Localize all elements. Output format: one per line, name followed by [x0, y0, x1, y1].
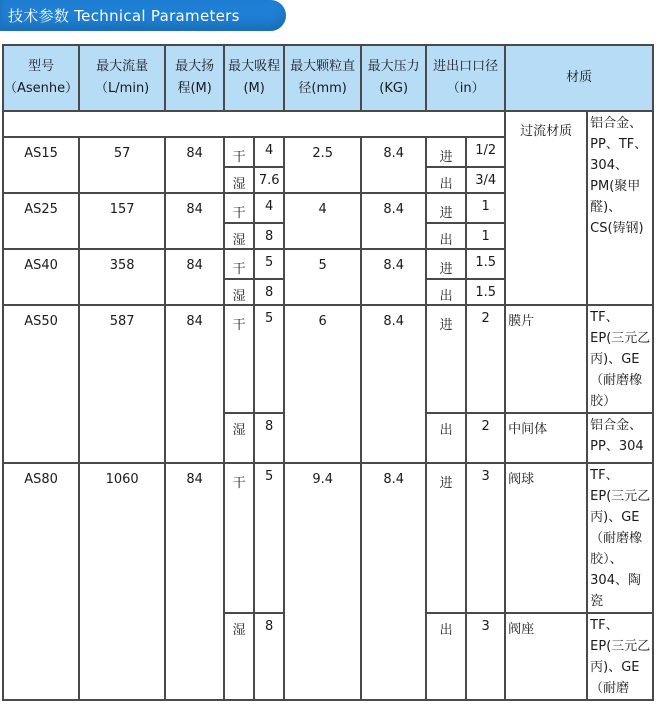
row-head: 84: [166, 194, 223, 248]
row-head: 84: [166, 250, 223, 304]
row-particle: 2.5: [285, 138, 360, 192]
material-part-1: 膜片: [506, 306, 586, 412]
dry-label: 干: [225, 464, 253, 612]
row-model: AS50: [4, 306, 78, 462]
dry-value: 5: [255, 464, 283, 612]
row-head: 84: [166, 306, 223, 462]
spec-table: [2, 44, 654, 701]
in-label: 进: [427, 250, 465, 278]
row-pressure: 8.4: [362, 464, 425, 699]
row-model: AS15: [4, 138, 78, 192]
row-particle: 9.4: [285, 464, 360, 699]
wet-value: 7.6: [255, 168, 283, 192]
row-particle: 4: [285, 194, 360, 248]
wet-label: 湿: [225, 414, 253, 462]
header-model: 型号 （Asenhe）: [4, 46, 78, 110]
section-title: 技术参数 Technical Parameters: [8, 7, 240, 25]
dry-value: 5: [255, 250, 283, 278]
row-flow: 57: [80, 138, 164, 192]
dry-value: 4: [255, 194, 283, 222]
dry-label: 干: [225, 138, 253, 166]
in-label: 进: [427, 194, 465, 222]
in-size: 3: [467, 464, 504, 612]
row-pressure: 8.4: [362, 306, 425, 462]
row-pressure: 8.4: [362, 138, 425, 192]
wet-value: 8: [255, 280, 283, 304]
wet-value: 8: [255, 224, 283, 248]
header-pressure: 最大压力 (KG): [362, 46, 425, 110]
material-part-2: 中间体: [506, 414, 586, 462]
dry-label: 干: [225, 194, 253, 222]
header-flow: 最大流量 （L/min): [80, 46, 164, 110]
wet-label: 湿: [225, 614, 253, 699]
material-value-3: TF、EP(三元乙丙)、GE（耐磨橡胶）、304、陶瓷: [588, 464, 652, 612]
header-suction: 最大吸程 (M): [225, 46, 283, 110]
out-label: 出: [427, 414, 465, 462]
out-size: 3/4: [467, 168, 504, 192]
dry-value: 4: [255, 138, 283, 166]
in-size: 1.5: [467, 250, 504, 278]
row-model: AS25: [4, 194, 78, 248]
wet-value: 8: [255, 414, 283, 462]
row-particle: 5: [285, 250, 360, 304]
wet-label: 湿: [225, 224, 253, 248]
header-port: 进出口口径 （in）: [427, 46, 504, 110]
header-material: 材质: [506, 46, 652, 110]
in-size: 1: [467, 194, 504, 222]
row-flow: 358: [80, 250, 164, 304]
material-value-1: TF、EP(三元乙丙)、GE（耐磨橡胶）: [588, 306, 652, 412]
header-head: 最大扬 程(M): [166, 46, 223, 110]
dry-value: 5: [255, 306, 283, 412]
out-size: 3: [467, 614, 504, 699]
wet-label: 湿: [225, 168, 253, 192]
material-value-4: TF、EP(三元乙丙)、GE（耐磨: [588, 614, 652, 699]
row-head: 84: [166, 138, 223, 192]
header-particle: 最大颗粒直 径(mm): [285, 46, 360, 110]
material-value-0: 铝合金、PP、TF、304、PM(聚甲醛)、CS(铸钢): [588, 112, 652, 304]
material-part-3: 阀球: [506, 464, 586, 612]
row-model: AS40: [4, 250, 78, 304]
wet-label: 湿: [225, 280, 253, 304]
in-label: 进: [427, 306, 465, 412]
wet-value: 8: [255, 614, 283, 699]
dry-label: 干: [225, 306, 253, 412]
material-part-4: 阀座: [506, 614, 586, 699]
in-size: 1/2: [467, 138, 504, 166]
out-size: 1.5: [467, 280, 504, 304]
row-particle: 6: [285, 306, 360, 462]
row-model: AS80: [4, 464, 78, 699]
out-size: 2: [467, 414, 504, 462]
out-label: 出: [427, 280, 465, 304]
dry-label: 干: [225, 250, 253, 278]
row-flow: 157: [80, 194, 164, 248]
material-part-0: 过流材质: [506, 112, 586, 304]
in-size: 2: [467, 306, 504, 412]
in-label: 进: [427, 464, 465, 612]
section-title-banner: [0, 0, 286, 31]
row-head: 84: [166, 464, 223, 699]
row-pressure: 8.4: [362, 250, 425, 304]
spacer-row: [4, 112, 504, 136]
row-pressure: 8.4: [362, 194, 425, 248]
row-flow: 587: [80, 306, 164, 462]
row-flow: 1060: [80, 464, 164, 699]
out-size: 1: [467, 224, 504, 248]
out-label: 出: [427, 614, 465, 699]
out-label: 出: [427, 168, 465, 192]
material-value-2: 铝合金、PP、304: [588, 414, 652, 462]
out-label: 出: [427, 224, 465, 248]
in-label: 进: [427, 138, 465, 166]
